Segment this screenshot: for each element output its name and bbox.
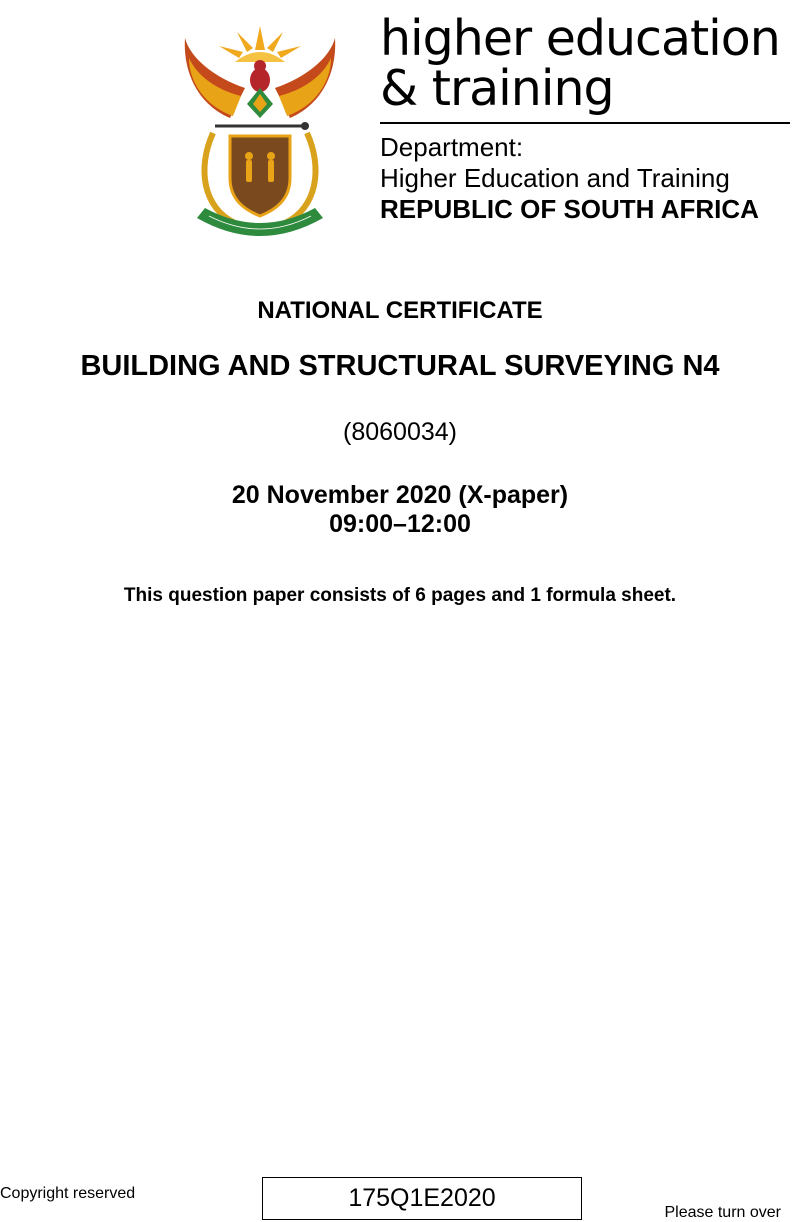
department-label: Department: [380, 132, 524, 162]
shield [230, 136, 290, 216]
brand-divider [380, 122, 790, 124]
coat-of-arms-icon [175, 18, 345, 246]
exam-time: 09:00–12:00 [329, 510, 471, 538]
subject-code: (8060034) [343, 418, 457, 446]
department-branding [380, 10, 792, 225]
department-name: Higher Education and Training [380, 163, 730, 193]
country-name: REPUBLIC OF SOUTH AFRICA [380, 194, 759, 224]
subject-title: BUILDING AND STRUCTURAL SURVEYING N4 [80, 350, 720, 382]
turn-over-note: Please turn over [664, 1204, 781, 1221]
copyright-notice: Copyright reserved [0, 1185, 136, 1202]
pages-note: This question paper consists of 6 pages and 1 formula sheet. [123, 585, 677, 606]
exam-date: 20 November 2020 (X-paper) [231, 481, 569, 509]
brand-title-line1: higher education [380, 10, 780, 67]
brand-title-line2: & training [380, 60, 614, 117]
certificate-title: NATIONAL CERTIFICATE [257, 297, 543, 324]
paper-code: 175Q1E2020 [348, 1184, 496, 1212]
paper-code-box [262, 1177, 582, 1220]
